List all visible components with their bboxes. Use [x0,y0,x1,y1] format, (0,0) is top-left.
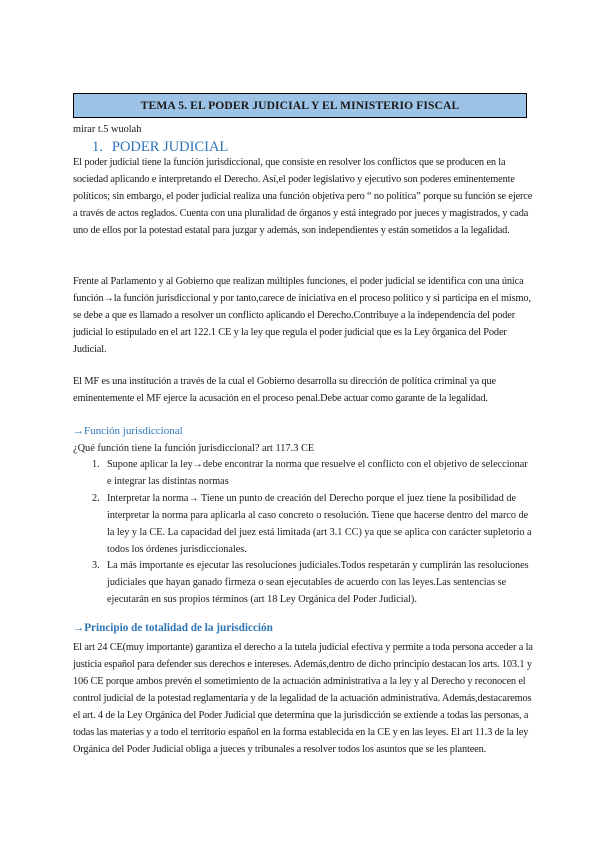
funcion-question: ¿Qué función tiene la función jurisdiccional? art 117.3 CE [73,443,315,454]
funcion-list [92,457,532,609]
paragraph-1: El poder judicial tiene la función jurisdiccional, que consiste en resolver los conflictos que se producen en la sociedad aplicando e interpretando el Derecho. Así,el poder legislativo y ejecutivo son poderes eminentemente políticos; sin embargo, el poder judicial realiza una función objetiva pero “ no política” porque su función se ejerce a través de actos reglados. Cuenta con una pluralidad de órganos y está integrado por jueces y magistrados, y cada uno de ellos por la potestad estatal para juzgar y además, son independientes y están sometidos a la legalidad. [73,157,533,236]
list-item [92,558,532,609]
list-text: La más importante es ejecutar las resoluciones judiciales.Todos respetarán y cumplirán las resoluciones judiciales que hayan ganado firmeza o sean ejecutables de acuerdo con las leyes.Las sentencias se ejecutarán en sus propios términos (art 18 Ley Orgánica del Poder Judicial). [107,560,529,606]
list-text: Supone aplicar la ley→debe encontrar la norma que resuelve el conflicto con el objetivo de seleccionar e integrar las distintas normas [107,459,528,487]
list-number: 3. [92,560,100,572]
side-note: mirar t.5 wuolah [73,124,142,135]
paragraph-3: El MF es una institución a través de la cual el Gobierno desarrolla su dirección de política criminal ya que eminentemente el MF ejerce la acusación en el proceso penal.Debe actuar como garante de la legalidad. [73,376,496,404]
subheading-funcion: →Función jurisdiccional [73,425,183,437]
paragraph-totalidad: El art 24 CE(muy importante) garantiza el derecho a la tutela judicial efectiva y permite a toda persona acceder a la justicia español para defender sus derechos e intereses. Además,dentro de dicho principio destacan los arts. 103.1 y 106 CE porque ambos prevén el sometimiento de la actuación administrativa a la ley y al Derecho y reconocen el control judicial de la potestad reglamentaria y de la legalidad de la actuación administrativa. Además,destacaremos el art. 4 de la Ley Orgánica del Poder Judicial que determina que la jurisdicción se extiende a todas las personas, a todas las materias y a todo el territorio español en la forma establecida en la CE y en las leyes. El art 11.3 de la ley Orgánica del Poder Judicial obliga a jueces y tribunales a resolver todos los asuntos que se les planteen. [73,642,533,755]
subheading-totalidad: →Principio de totalidad de la jurisdicción [73,622,273,634]
list-number: 1. [92,459,100,470]
list-number: 2. [92,492,100,504]
paragraph-2: Frente al Parlamento y al Gobierno que realizan múltiples funciones, el poder judicial se identifica con una única función→la función jurisdiccional y por tanto,carece de iniciativa en el proceso político y si participa en el mismo, se debe a que es llamado a resolver un conflicto aplicando el Derecho.Contribuye a la independencia del poder judicial lo estipulado en el art 122.1 CE y la ley que regula el poder judicial que es la Ley ôrganica del Poder Judicial. [73,276,531,355]
list-item [92,457,532,491]
page-title: TEMA 5. EL PODER JUDICIAL Y EL MINISTERIO FISCAL [73,93,527,118]
section-number: 1. [92,139,103,155]
list-item [92,491,532,559]
list-text: Interpretar la norma→ Tiene un punto de creación del Derecho porque el juez tiene la posibilidad de interpretar la norma para aplicarla al caso concreto o resolución. Tiene que hacerse dentro del marco de la ley y la CE. La capacidad del juez está limitada (art 3.1 CC) ya que se aplica con carácter supletorio a todos los órdenes jurisdiccionales. [107,492,532,555]
section-title: PODER JUDICIAL [111,139,229,155]
